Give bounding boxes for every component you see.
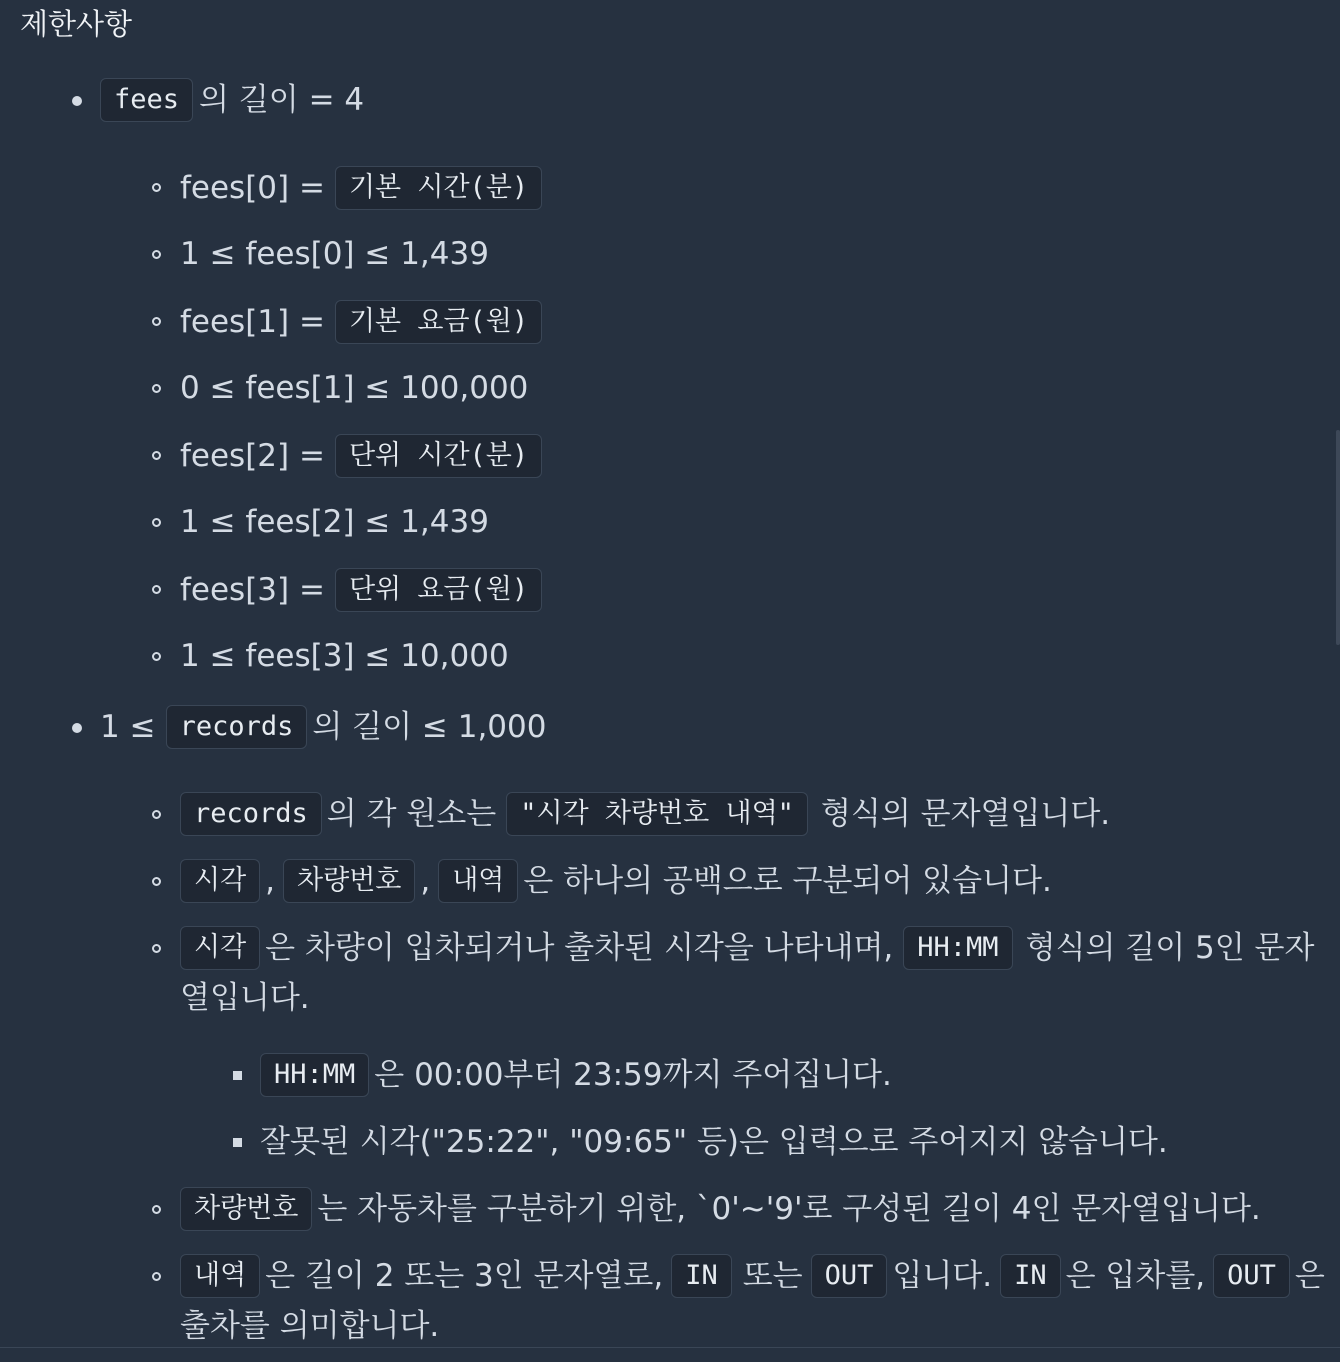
inline-code: 기본 시간(분)	[335, 166, 542, 210]
item-text: 은 입차를,	[1065, 1258, 1206, 1294]
bullet-circle	[152, 810, 161, 819]
inline-code: 단위 요금(원)	[335, 568, 542, 612]
bullet-disc	[72, 96, 82, 106]
inline-code: OUT	[1213, 1254, 1290, 1298]
item-text: ,	[265, 863, 276, 899]
list-item-records-separator	[180, 859, 1052, 903]
inline-code: 차량번호	[283, 859, 415, 903]
bullet-circle	[152, 384, 161, 393]
bullet-circle	[152, 317, 161, 326]
bullet-circle	[152, 944, 161, 953]
list-item-fees1-range	[180, 366, 528, 410]
inline-code: OUT	[811, 1254, 888, 1298]
list-item-time-range	[260, 1053, 892, 1097]
inline-code: HH:MM	[260, 1053, 369, 1097]
item-text: 의 각 원소는	[326, 796, 497, 832]
list-item-time-invalid	[260, 1120, 1168, 1164]
list-item-time	[180, 926, 1314, 970]
bullet-circle	[152, 1205, 161, 1214]
item-text: fees[2] =	[180, 438, 325, 474]
item-text: 0 ≤ fees[1] ≤ 100,000	[180, 370, 529, 406]
section-heading: 제한사항	[20, 7, 133, 41]
list-item-fees-length	[100, 78, 364, 122]
item-text-continued: 출차를 의미합니다.	[180, 1308, 440, 1344]
item-text: 형식의 길이 5인 문자	[1025, 930, 1315, 966]
inline-code: records	[180, 792, 322, 836]
item-text: 1 ≤ fees[2] ≤ 1,439	[180, 504, 489, 540]
list-item-fees1	[180, 300, 545, 344]
list-item-fees2	[180, 434, 545, 478]
bullet-circle	[152, 585, 161, 594]
list-item-records-length	[100, 705, 546, 749]
item-text: 1 ≤ fees[0] ≤ 1,439	[180, 236, 489, 272]
item-text: 의 길이 ≤ 1,000	[312, 709, 547, 745]
item-text: 은 차량이 입차되거나 출차된 시각을 나타내며,	[265, 930, 894, 966]
item-text: 형식의 문자열입니다.	[820, 796, 1111, 832]
inline-code: 기본 요금(원)	[335, 300, 542, 344]
list-item-fees2-range	[180, 500, 489, 544]
item-text: 1 ≤	[100, 709, 156, 745]
inline-code: "시각 차량번호 내역"	[506, 792, 808, 836]
bullet-square	[233, 1071, 242, 1080]
item-text: ,	[420, 863, 431, 899]
list-item-car-number	[180, 1187, 1261, 1231]
list-item-records-format	[180, 792, 1110, 836]
bullet-circle	[152, 183, 161, 192]
inline-code: records	[166, 705, 308, 749]
inline-code: 차량번호	[180, 1187, 312, 1231]
item-text: fees[1] =	[180, 304, 325, 340]
item-text: fees[3] =	[180, 572, 325, 608]
item-text: 은 길이 2 또는 3인 문자열로,	[265, 1258, 664, 1294]
bullet-square	[233, 1138, 242, 1147]
inline-code: 시각	[180, 926, 260, 970]
inline-code: HH:MM	[903, 926, 1012, 970]
item-text: 는 자동차를 구분하기 위한, `0'~'9'로 구성된 길이 4인 문자열입니다.	[317, 1191, 1261, 1227]
list-item-fees3-range	[180, 634, 509, 678]
item-text: 의 길이 = 4	[199, 82, 365, 118]
item-text-continued: 열입니다.	[180, 980, 310, 1016]
bullet-circle	[152, 451, 161, 460]
inline-code: fees	[100, 78, 193, 122]
item-text: 은 00:00부터 23:59까지 주어집니다.	[374, 1057, 892, 1093]
item-text: fees[0] =	[180, 170, 325, 206]
item-text: 은	[1294, 1258, 1325, 1294]
list-item-fees0	[180, 166, 545, 210]
scrollbar-thumb[interactable]	[1336, 430, 1340, 645]
item-text: 잘못된 시각("25:22", "09:65" 등)은 입력으로 주어지지 않습니다.	[260, 1124, 1168, 1160]
inline-code: 단위 시간(분)	[335, 434, 542, 478]
inline-code: IN	[1000, 1254, 1061, 1298]
item-text: 은 하나의 공백으로 구분되어 있습니다.	[523, 863, 1052, 899]
item-text: 1 ≤ fees[3] ≤ 10,000	[180, 638, 509, 674]
list-item-fees3	[180, 568, 545, 612]
bullet-circle	[152, 652, 161, 661]
bullet-circle	[152, 877, 161, 886]
bullet-disc	[72, 723, 82, 733]
bullet-circle	[152, 250, 161, 259]
inline-code: 내역	[180, 1254, 260, 1298]
item-text: 또는	[742, 1258, 803, 1294]
bullet-circle	[152, 518, 161, 527]
inline-code: 시각	[180, 859, 260, 903]
list-item-fees0-range	[180, 232, 489, 276]
item-text: 입니다.	[892, 1258, 993, 1294]
inline-code: 내역	[438, 859, 518, 903]
inline-code: IN	[671, 1254, 732, 1298]
divider	[0, 1347, 1340, 1348]
bullet-circle	[152, 1272, 161, 1281]
list-item-inout	[180, 1254, 1325, 1298]
